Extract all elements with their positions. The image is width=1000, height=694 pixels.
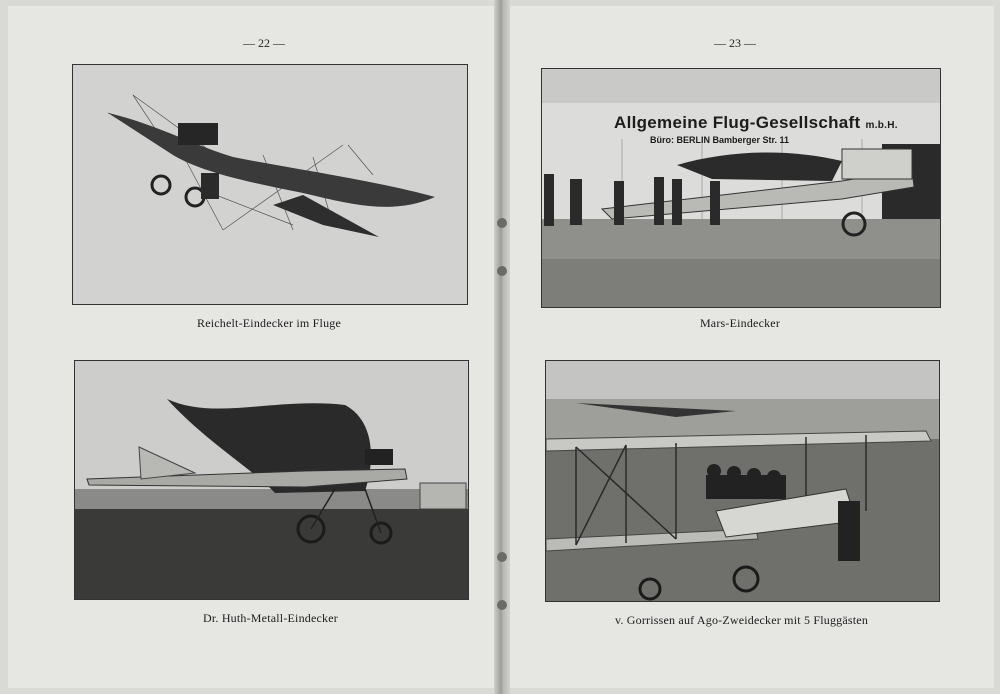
photo-mars-eindecker [541, 68, 941, 308]
airplane-on-field-illustration [75, 361, 468, 599]
hangar-airplane-illustration [542, 69, 940, 307]
page-number-right: — 23 — [714, 36, 756, 50]
photo-reichelt-eindecker [72, 64, 468, 305]
binding-hole [497, 218, 507, 228]
biplane-with-passengers-illustration [546, 361, 939, 601]
hangar-sign-suffix: m.b.H. [865, 120, 898, 131]
hangar-sign-line1 [614, 113, 898, 133]
binding-hole [497, 266, 507, 276]
photo-ago-zweidecker [545, 360, 940, 602]
binding-hole [497, 600, 507, 610]
hangar-sign-company: Allgemeine Flug-Gesellschaft [614, 113, 861, 132]
binding-hole [497, 552, 507, 562]
photo-huth-metall-eindecker [74, 360, 469, 600]
airplane-in-flight-illustration [73, 65, 467, 304]
hangar-sign-line2: Büro: BERLIN Bamberger Str. 11 [650, 135, 790, 145]
caption-ago: v. Gorrissen auf Ago-Zweidecker mit 5 Fluggästen [614, 613, 869, 627]
caption-reichelt: Reichelt-Eindecker im Fluge [196, 316, 342, 330]
book-gutter [494, 0, 510, 694]
page-number-left: — 22 — [243, 36, 285, 50]
caption-mars: Mars-Eindecker [699, 316, 781, 330]
caption-huth: Dr. Huth-Metall-Eindecker [203, 611, 338, 625]
